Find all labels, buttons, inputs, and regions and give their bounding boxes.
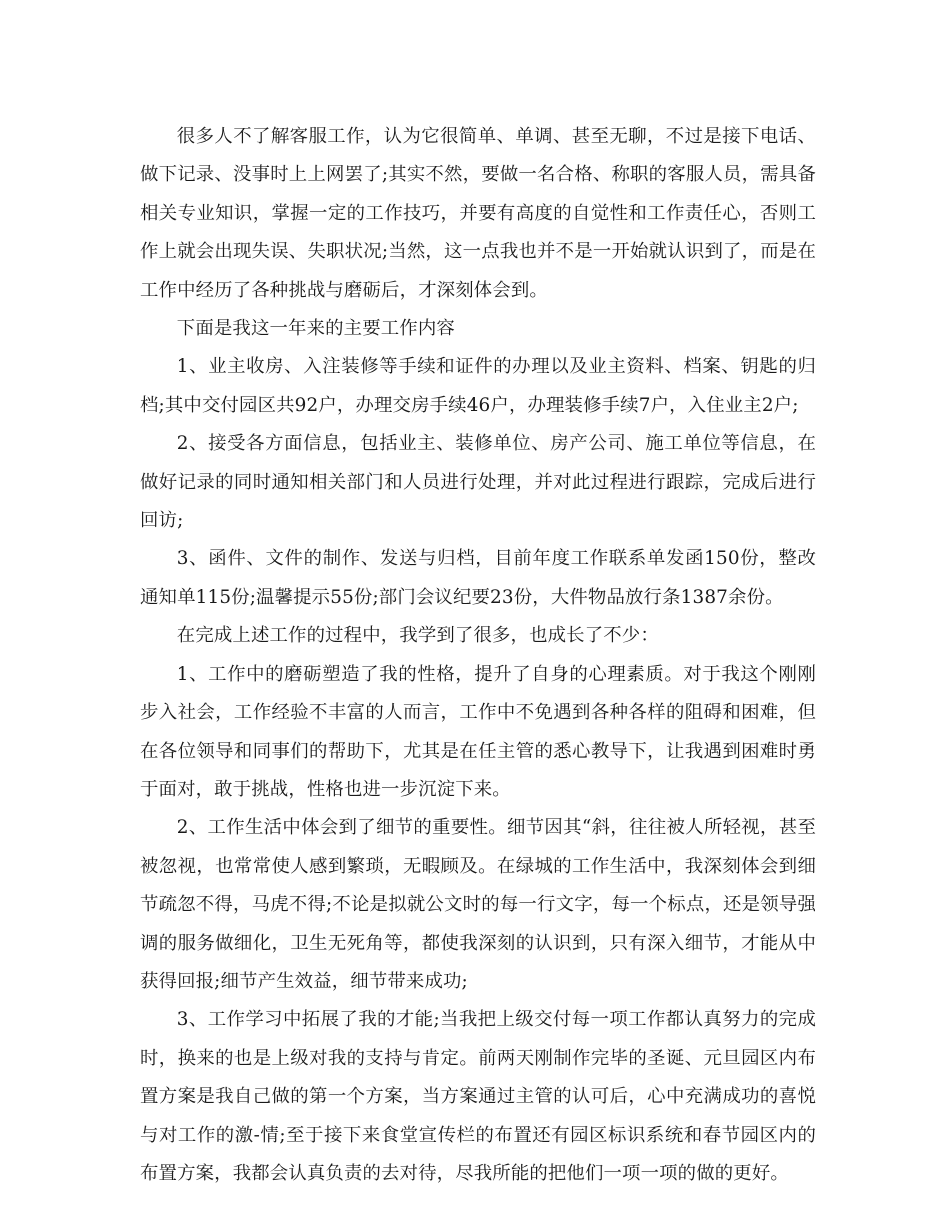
paragraph-growth-heading: 在完成上述工作的过程中，我学到了很多，也成长了不少： [176, 625, 659, 647]
paragraph-growth-item-1: 1、工作中的磨砺塑造了我的性格，提升了自身的心理素质。对于我这个刚刚步入社会，工作经验不丰富的人而言，工作中不免遇到各种各样的阻碍和困难，但在各位领导和同事们的帮助下，尤其是在任主管的悉心教导下，让我遇到困难时勇于面对，敢于挑战，性格也进一步沉淀下来。 [140, 663, 816, 800]
paragraph-growth-item-3: 3、工作学习中拓展了我的才能;当我把上级交付每一项工作都认真努力的完成时，换来的也是上级对我的支持与肯定。前两天刚制作完毕的圣诞、元旦园区内布置方案是我自己做的第一个方案，当方案通过主管的认可后，心中充满成功的喜悦与对工作的激-情;至于接下来食堂宣传栏的布置还有园区标识系统和春节园区内的布置方案，我都会认真负责的去对待，尽我所能的把他们一项一项的做的更好。 [140, 1009, 816, 1184]
paragraph-growth-item-2: 2、工作生活中体会到了细节的重要性。细节因其“斜，往往被人所轻视，甚至被忽视，也常常使人感到繁琐，无暇顾及。在绿城的工作生活中，我深刻体会到细节疏忽不得，马虎不得;不论是拟就公文时的每一行文字，每一个标点，还是领导强调的服务做细化，卫生无死角等，都使我深刻的认识到，只有深入细节，才能从中获得回报;细节产生效益，细节带来成功; [140, 817, 816, 992]
document-body [140, 118, 816, 1193]
paragraph-intro: 很多人不了解客服工作，认为它很简单、单调、甚至无聊，不过是接下电话、做下记录、没事时上上网罢了;其实不然，要做一名合格、称职的客服人员，需具备相关专业知识，掌握一定的工作技巧，并要有高度的自觉性和工作责任心，否则工作上就会出现失误、失职状况;当然，这一点我也并不是一开始就认识到了，而是在工作中经历了各种挑战与磨砺后，才深刻体会到。 [140, 126, 816, 301]
paragraph-work-heading: 下面是我这一年来的主要工作内容 [176, 318, 455, 340]
paragraph-work-item-1: 1、业主收房、入注装修等手续和证件的办理以及业主资料、档案、钥匙的归档;其中交付园区共92户，办理交房手续46户，办理装修手续7户，入住业主2户; [140, 356, 816, 416]
paragraph-work-item-3: 3、函件、文件的制作、发送与归档，目前年度工作联系单发函150份，整改通知单115份;温馨提示55份;部门会议纪要23份，大件物品放行条1387余份。 [140, 548, 816, 608]
paragraph-work-item-2: 2、接受各方面信息，包括业主、装修单位、房产公司、施工单位等信息，在做好记录的同时通知相关部门和人员进行处理，并对此过程进行跟踪，完成后进行回访; [140, 433, 816, 532]
